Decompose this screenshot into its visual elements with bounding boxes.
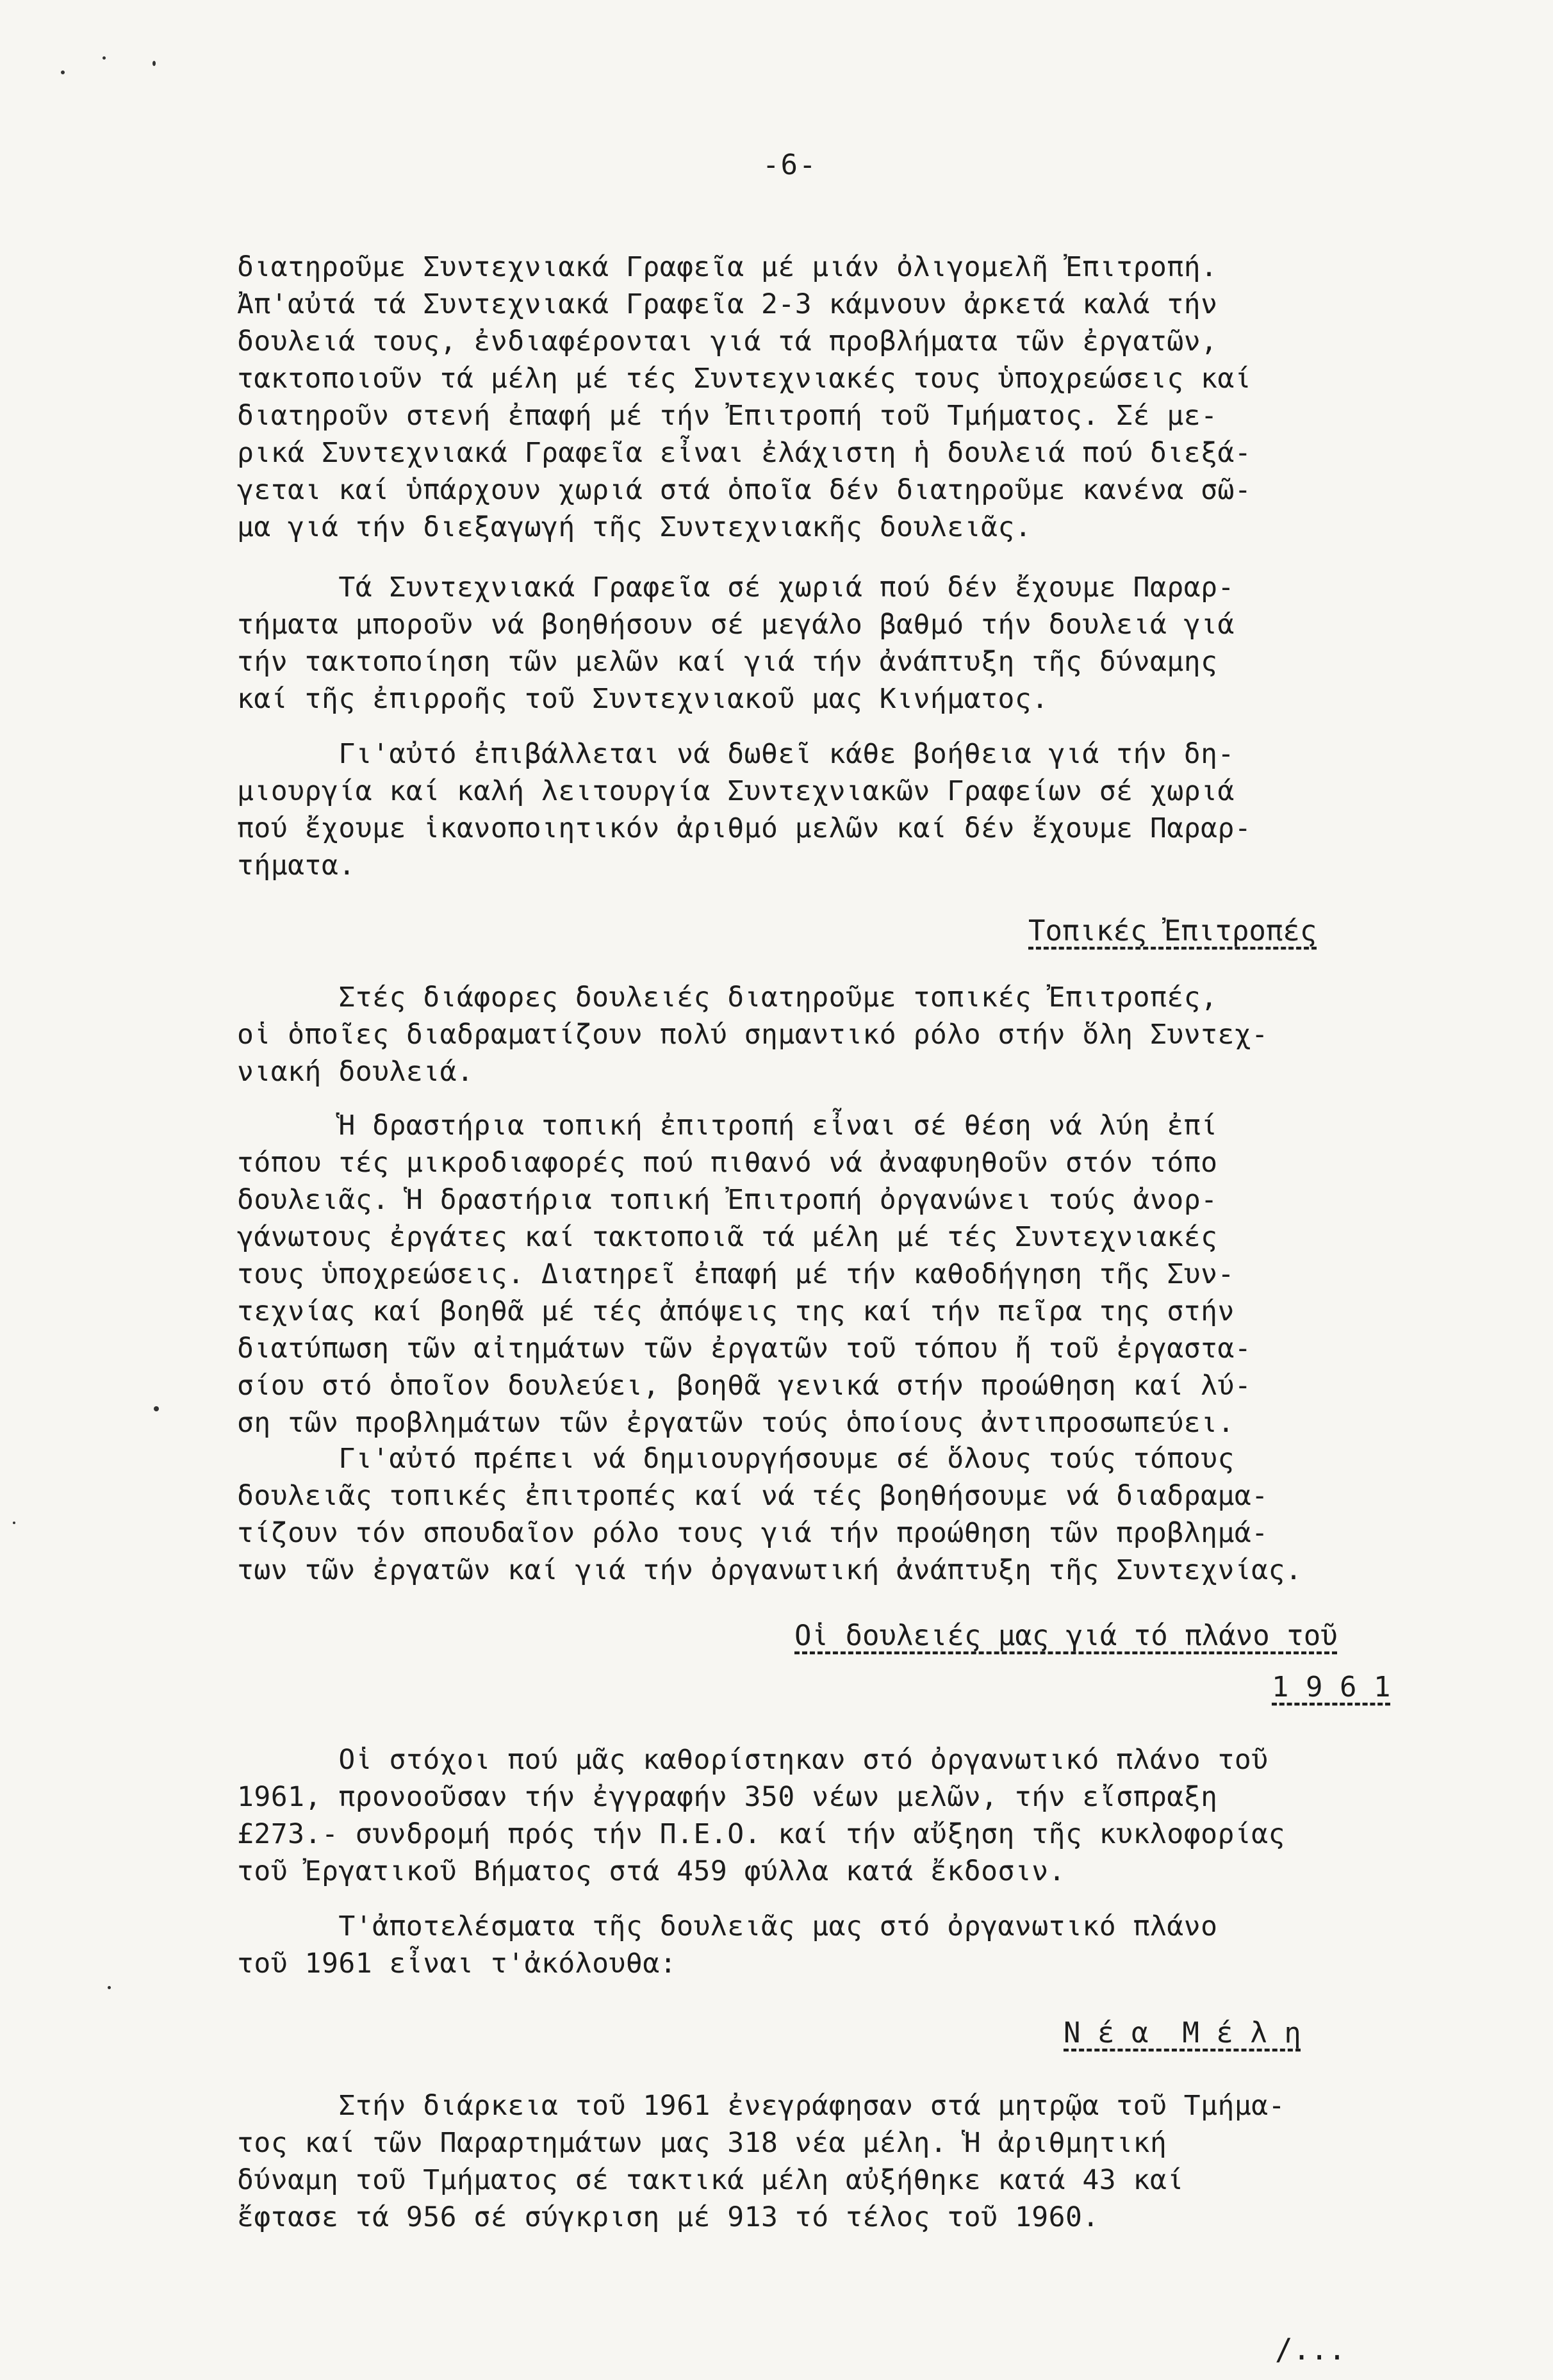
scan-speck	[13, 1522, 15, 1524]
paragraph-stoxoi	[237, 1741, 1435, 1890]
scan-speck	[154, 1406, 159, 1411]
text-line: διατηροῦν στενή ἐπαφή μέ τήν Ἐπιτροπή τοῦ Τμήματος. Σέ με-	[237, 400, 1218, 432]
text-line: πού ἔχουμε ἱκανοποιητικόν ἀριθμό μελῶν καί δέν ἔχουμε Παραρ-	[237, 812, 1252, 844]
text-line: τοῦ Ἐργατικοῦ Βήματος στά 459 φύλλα κατά ἔκδοσιν.	[237, 1855, 1066, 1887]
text-line: Τά Συντεχνιακά Γραφεῖα σέ χωριά πού δέν ἔχουμε Παραρ-	[237, 571, 1235, 603]
text-line: 1961, προνοοῦσαν τήν ἐγγραφήν 350 νέων μελῶν, τήν εἴσπραξη	[237, 1781, 1218, 1813]
text-line: Ἡ δραστήρια τοπική ἐπιτροπή εἶναι σέ θέση νά λύη ἐπί	[237, 1110, 1218, 1142]
text-line: Τ'ἀποτελέσματα τῆς δουλειᾶς μας στό ὀργανωτικό πλάνο	[237, 1910, 1218, 1942]
text-line: δουλειά τους, ἐνδιαφέρονται γιά τά προβλήματα τῶν ἐργατῶν,	[237, 325, 1218, 357]
text-line: τοῦ 1961 εἶναι τ'ἀκόλουθα:	[237, 1948, 677, 1980]
text-line: τίζουν τόν σπουδαῖον ρόλο τους γιά τήν προώθηση τῶν προβλημά-	[237, 1517, 1269, 1549]
text-line: τήματα μποροῦν νά βοηθήσουν σέ μεγάλο βαθμό τήν δουλειά γιά	[237, 609, 1235, 641]
paragraph-drastiria-epitropi	[237, 1107, 1435, 1441]
text-line: ρικά Συντεχνιακά Γραφεῖα εἶναι ἐλάχιστη ἡ δουλειά πού διεξά-	[237, 437, 1252, 469]
paragraph-topikes-epitropes	[237, 979, 1435, 1090]
page-number: -6-	[762, 149, 818, 181]
text-line: Στές διάφορες δουλειές διατηροῦμε τοπικές Ἐπιτροπές,	[237, 981, 1218, 1014]
text-line: μα γιά τήν διεξαγωγή τῆς Συντεχνιακῆς δουλειᾶς.	[237, 511, 1032, 543]
text-line: διατηροῦμε Συντεχνιακά Γραφεῖα μέ μιάν ὀλιγομελῆ Ἐπιτροπή.	[237, 251, 1218, 283]
text-line: £273.- συνδρομή πρός τήν Π.Ε.Ο. καί τήν αὔξηση τῆς κυκλοφορίας	[237, 1818, 1286, 1850]
scan-speck	[152, 61, 156, 66]
heading-local-committees: Τοπικές Ἐπιτροπές	[1028, 915, 1317, 948]
paragraph-dimiourgia-epitropon	[237, 1440, 1435, 1589]
paragraph-apotelesmata	[237, 1908, 1435, 1982]
text-line: τους ὑποχρεώσεις. Διατηρεῖ ἐπαφή μέ τήν καθοδήγηση τῆς Συν-	[237, 1258, 1235, 1290]
text-line: τήματα.	[237, 849, 356, 882]
heading-plan-year: 1 9 6 1	[1272, 1671, 1391, 1703]
text-line: διατύπωση τῶν αἰτημάτων τῶν ἐργατῶν τοῦ τόπου ἤ τοῦ ἐργαστα-	[237, 1333, 1252, 1365]
text-line: Στήν διάρκεια τοῦ 1961 ἐνεγράφησαν στά μητρῷα τοῦ Τμήμα-	[237, 2090, 1286, 2122]
paragraph-voitheia	[237, 735, 1435, 884]
text-line: τος καί τῶν Παραρτημάτων μας 318 νέα μέλη. Ἡ ἀριθμητική	[237, 2127, 1167, 2159]
scan-speck	[103, 56, 106, 60]
text-line: δουλειᾶς. Ἡ δραστήρια τοπική Ἐπιτροπή ὀργανώνει τούς ἀνορ-	[237, 1184, 1218, 1216]
text-line: γάνωτους ἐργάτες καί τακτοποιᾶ τά μέλη μέ τές Συντεχνιακές	[237, 1221, 1218, 1253]
text-line: μιουργία καί καλή λειτουργία Συντεχνιακῶν Γραφείων σέ χωριά	[237, 775, 1235, 807]
text-line: των τῶν ἐργατῶν καί γιά τήν ὀργανωτική ἀνάπτυξη τῆς Συντεχνίας.	[237, 1554, 1302, 1586]
heading-new-members: Ν έ α Μ έ λ η	[1064, 2017, 1301, 2049]
text-line: δουλειᾶς τοπικές ἐπιτροπές καί νά τές βοηθήσουμε νά διαδραμα-	[237, 1480, 1269, 1512]
scan-speck	[108, 1986, 111, 1989]
paragraph-nea-meli	[237, 2087, 1435, 2236]
text-line: γεται καί ὑπάρχουν χωριά στά ὁποῖα δέν διατηροῦμε κανένα σῶ-	[237, 474, 1252, 506]
text-line: Οἱ στόχοι πού μᾶς καθορίστηκαν στό ὀργανωτικό πλάνο τοῦ	[237, 1744, 1269, 1776]
heading-plan: Οἱ δουλειές μας γιά τό πλάνο τοῦ	[794, 1620, 1338, 1652]
text-line: ἔφτασε τά 956 σέ σύγκριση μέ 913 τό τέλος τοῦ 1960.	[237, 2201, 1099, 2233]
paragraph-syntechniaka-grafeia	[237, 249, 1435, 546]
text-line: Γι'αὐτό πρέπει νά δημιουργήσουμε σέ ὅλους τούς τόπους	[237, 1443, 1235, 1475]
text-line: δύναμη τοῦ Τμήματος σέ τακτικά μέλη αὐξήθηκε κατά 43 καί	[237, 2164, 1184, 2196]
continuation-mark: /...	[1275, 2332, 1346, 2367]
text-line: καί τῆς ἐπιρροῆς τοῦ Συντεχνιακοῦ μας Κινήματος.	[237, 683, 1049, 715]
text-line: τήν τακτοποίηση τῶν μελῶν καί γιά τήν ἀνάπτυξη τῆς δύναμης	[237, 646, 1218, 678]
text-line: οἱ ὁποῖες διαδραματίζουν πολύ σημαντικό ρόλο στήν ὅλη Συντεχ-	[237, 1019, 1269, 1051]
text-line: Ἀπ'αὐτά τά Συντεχνιακά Γραφεῖα 2-3 κάμνουν ἀρκετά καλά τήν	[237, 288, 1218, 320]
paragraph-syntechniaka-xoria	[237, 569, 1435, 718]
text-line: τόπου τές μικροδιαφορές πού πιθανό νά ἀναφυηθοῦν στόν τόπο	[237, 1147, 1218, 1179]
text-line: Γι'αὐτό ἐπιβάλλεται νά δωθεῖ κάθε βοήθεια γιά τήν δη-	[237, 738, 1235, 770]
text-line: τακτοποιοῦν τά μέλη μέ τές Συντεχνιακές τους ὑποχρεώσεις καί	[237, 363, 1252, 395]
text-line: ση τῶν προβλημάτων τῶν ἐργατῶν τούς ὁποίους ἀντιπροσωπεύει.	[237, 1407, 1235, 1439]
text-line: νιακή δουλειά.	[237, 1056, 474, 1088]
text-line: τεχνίας καί βοηθᾶ μέ τές ἀπόψεις της καί τήν πεῖρα της στήν	[237, 1295, 1235, 1327]
scan-speck	[61, 70, 65, 74]
text-line: σίου στό ὁποῖον δουλεύει, βοηθᾶ γενικά στήν προώθηση καί λύ-	[237, 1370, 1252, 1402]
